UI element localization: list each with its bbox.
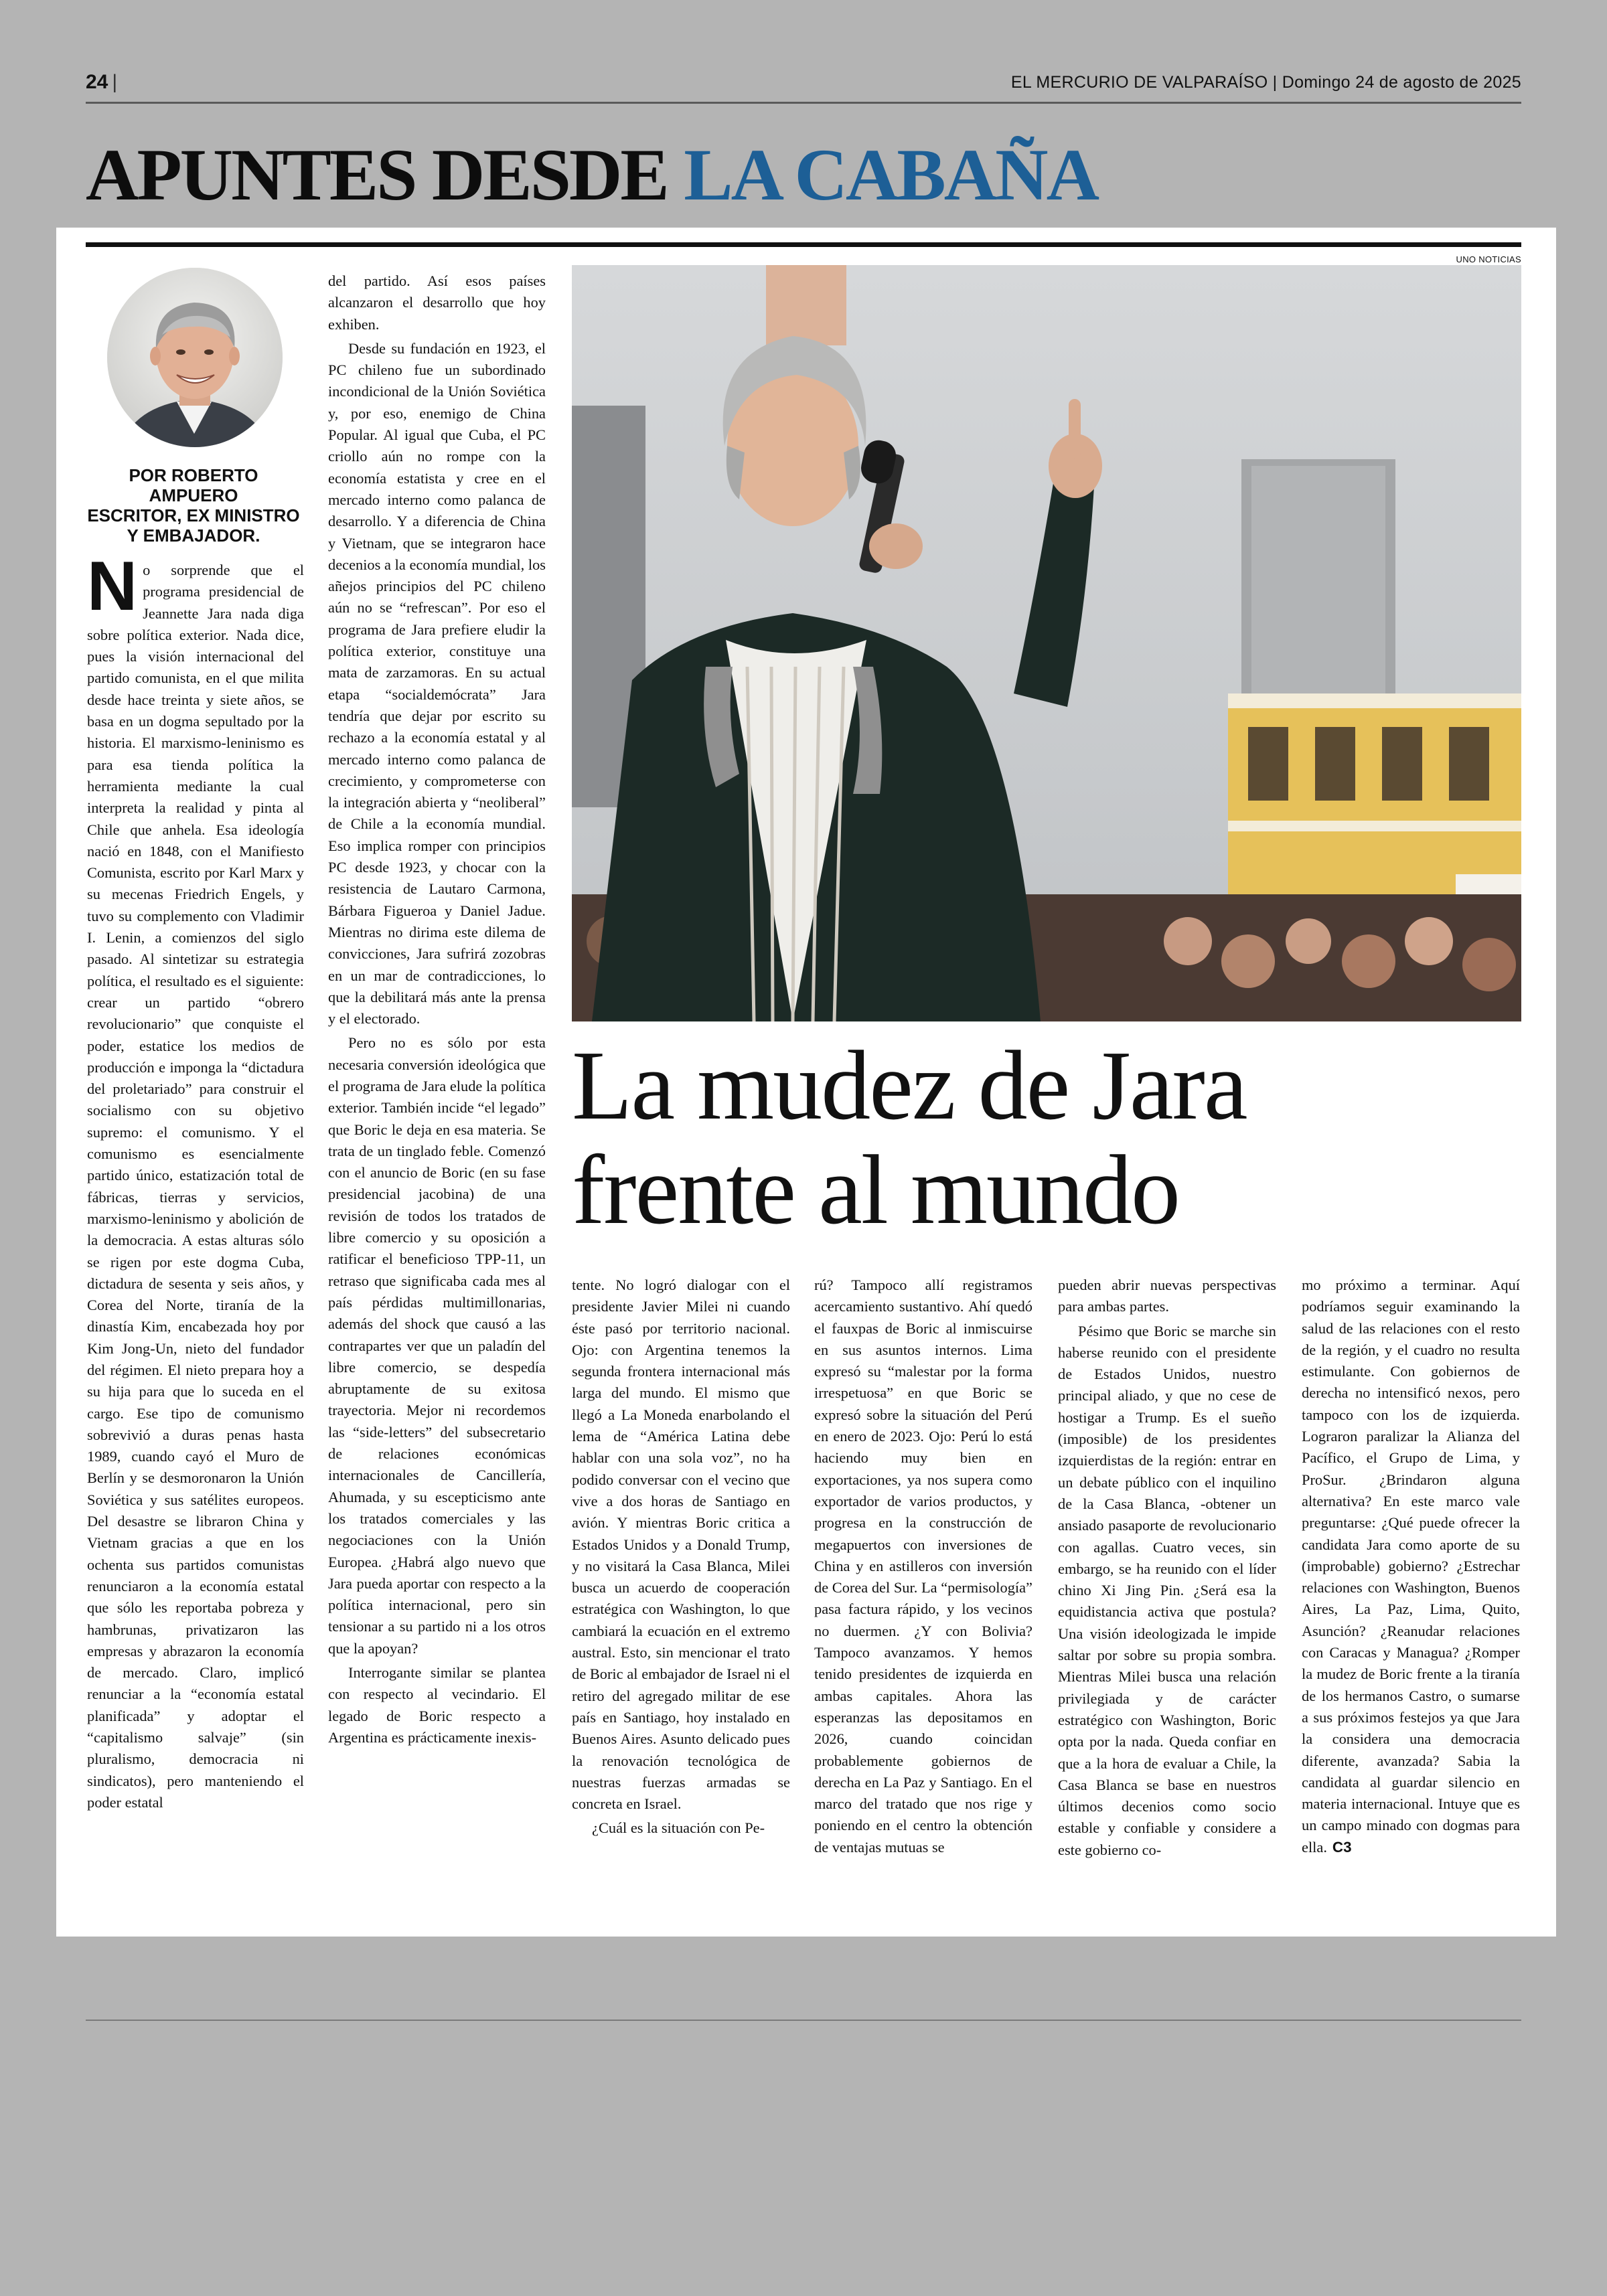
- article-column-5: [1058, 1275, 1276, 1861]
- article-paragraph: pueden abrir nuevas perspectivas para ambas partes.: [1058, 1277, 1276, 1315]
- article-top-rule: [86, 242, 1521, 247]
- article-paragraph: tente. No logró dialogar con el presidente Javier Milei ni cuando éste pasó por territorio nacional. Ojo: con Argentina tenemos la segunda frontera internacional más larga del mundo. El mismo que llegó a La Moneda enarbolando el lema de “América Latina debe hablar con una sola voz”, no ha podido conversar con el vecino que vive a dos horas de Santiago en avión. Y mientras Boric critica a Estados Unidos y a Donald Trump, y no visitará la Casa Blanca, Milei busca un acuerdo de cooperación estratégica con Washington, lo que cambiará la ecuación en el extremo austral. Esto, sin mencionar el trato de Boric al embajador de Israel ni el retiro del agregado militar de ese país en Santiago, hoy instalado en Buenos Aires. Asunto delicado pues la renovación tecnológica de nuestras fuerzas armadas se concreta en Israel.: [572, 1277, 790, 1813]
- photo-credit: UNO NOTICIAS: [1456, 254, 1521, 264]
- article-sheet: [56, 228, 1556, 1937]
- article-headline: La mudez de Jara frente al mundo: [572, 1031, 1247, 1245]
- article-column-6: [1302, 1275, 1520, 1858]
- article-paragraph: Pero no es sólo por esta necesaria conversión ideológica que el programa de Jara elude la política exterior. También incide “el legado” que Boric le deja en esa materia. Se trata de un tinglado feble. Comenzó con el anuncio de Boric (en su fase presidencial jacobina) de una revisión de todos los tratados de libre comercio y su oposición a ratificar el beneficioso TPP-11, un retraso que significaba cada mes al país pérdidas multimillonarias, además del shock que causó a las contrapartes ver que un paladín del libre comercio, se despedía abruptamente de su exitosa trayectoria. Mejor ni recordemos las “side-letters” del subsecretario de relaciones económicas internacionales de Cancillería, Ahumada, y su escepticismo ante los tratados comerciales y las negociaciones con la Unión Europea. ¿Habrá algo nuevo que Jara pueda aportar con respecto a la política internacional, pero sin tensionar a su partido ni a los otros que la apoyan?: [328, 1034, 546, 1657]
- article-column-4: [814, 1275, 1032, 1858]
- section-title: [86, 131, 1521, 218]
- author-byline: POR ROBERTO AMPUERO ESCRITOR, EX MINISTRO Y EMBAJADOR.: [87, 465, 300, 546]
- article-paragraph: Pésimo que Boric se marche sin haberse reunido con el presidente de Estados Unidos, nuestro principal aliado, y que no cese de hostigar a Trump. Es el sueño (imposible) de los presidentes izquierdistas de la región: entrar en un debate público con el inquilino de la Casa Blanca, -obtener un ansiado pasaporte de revolucionario con agallas. Cuatro veces, sin embargo, se ha reunido con el líder chino Xi Jing Pin. ¿Será esa la equidistancia activa que postula? Una visión ideologizada le impide saltar por sobre su propia sombra. Mientras Milei busca una relación privilegiada y de carácter estratégico con Washington, Boric opta por la nada. Queda confiar en que a la hora de evaluar a Chile, la Casa Blanca se base en nuestros últimos decenios como socio estable y confiable y considere a este gobierno co-: [1058, 1322, 1276, 1858]
- article-paragraph: ¿Cuál es la situación con Pe-: [592, 1819, 765, 1837]
- lead-photo: [572, 265, 1521, 1021]
- section-title-blue: LA CABAÑA: [684, 134, 1098, 216]
- article-paragraph: del partido. Así esos países alcanzaron el desarrollo que hoy exhiben.: [328, 272, 546, 333]
- article-paragraph: Interrogante similar se plantea con respecto al vecindario. El legado de Boric respecto a Argentina es prácticamente inexis-: [328, 1664, 546, 1746]
- author-portrait: [107, 268, 283, 447]
- header-rule: [86, 102, 1521, 104]
- article-paragraph: Desde su fundación en 1923, el PC chileno fue un subordinado incondicional de la Unión Soviética y, por eso, enemigo de China Popular. Al igual que Cuba, el PC criollo aún no rompe con la economía estatista y cree en el mercado interno como palanca de desarrollo. Y a diferencia de China y Vietnam, que se integraron hace decenios a la economía mundial, los añejos principios del PC chileno aún no se “refrescan”. Por eso el programa de Jara prefiere eludir la política exterior, constituye una mata de zarzamoras. En su actual etapa “socialdemócrata” Jara tendría que dejar por escrito su rechazo a la economía estatal y al mercado interno como palanca de crecimiento, y comprometerse con la integración abierta y “neoliberal” de Chile a la economía mundial. Eso implica romper con principios PC desde 1923, y chocar con la resistencia de Lautaro Carmona, Bárbara Figueroa y Daniel Jadue. Mientras no dirima este dilema de convicciones, Jara sufrirá zozobras en un mar de contradicciones, lo que la debilitará más ante la prensa y el electorado.: [328, 339, 546, 1028]
- article-paragraph: No sorprende que el programa presidencial de Jeannette Jara nada diga sobre política exterior. Nada dice, pues la visión internacional del partido comunista, en el que milita desde hace treinta y siete años, se basa en un dogma sepultado por la historia. El marxismo-leninismo es para esa tienda política la herramienta mediante la cual interpreta la realidad y pinta al Chile que anhela. Esa ideología nació en 1848, con el Manifiesto Comunista, escrito por Karl Marx y su mecenas Friedrich Engels, y tuvo su complemento con Vladimir I. Lenin, a comienzos del siglo pasado. Al sintetizar su estrategia política, el resultado es el siguiente: crear un partido “obrero revolucionario” que conquiste el poder, estatice los medios de producción e imponga la “dictadura del proletariado” para construir el socialismo con su objetivo supremo: el comunismo. Y el comunismo es esencialmente partido único, estatización total de fábricas, tierras y servicios, marxismo-leninismo y abolición de la democracia. A estas alturas sólo se rigen por este dogma Cuba, dictadura de sesenta y seis años, y Corea del Norte, tiranía de la dinastía Kim, encabezada hoy por Kim Jong-Un, nieto del fundador del régimen. El nieto prepara hoy a su hija para que lo suceda en el cargo. Ese tipo de comunismo sobrevivió a duras penas hasta 1989, cuando cayó el Muro de Berlín y se desmoronaron la Unión Soviética y sus satélites europeos. Del desastre se libraron China y Vietnam gracias a que en los ochenta sus partidos comunistas renunciaron a la economía estatal que sólo les reportaba pobreza y hambrunas, privatizaron las empresas y abrazaron la economía de mercado. Claro, implicó renunciar a la “economía estatal planificada” y adoptar el “capitalismo salvaje” (sin pluralismo, democracia ni sindicatos), pero manteniendo el poder estatal: [87, 548, 304, 1811]
- page-number: 24 |: [86, 71, 118, 93]
- article-column-1: [87, 548, 304, 1813]
- drop-cap: N: [87, 548, 138, 625]
- folio-bar: [86, 64, 1521, 100]
- footer-rule: [86, 2020, 1521, 2021]
- article-paragraph: rú? Tampoco allí registramos acercamiento sustantivo. Ahí quedó el fauxpas de Boric al inmiscuirse en sus asuntos internos. Lima expresó su “malestar por la forma irrespetuosa” en que Boric se expresó sobre la situación del Perú en enero de 2023. Ojo: Perú lo está haciendo muy bien en exportaciones, ya nos supera como exportador de varios productos, y progresa en la construcción de megapuertos con inversiones de China y en astilleros con inversión de Corea del Sur. La “permisología” pasa factura rápido, y los vecinos no duermen. ¿Y con Bolivia? Tampoco avanzamos. Y hemos tenido presidentes de izquierda en ambas capitales. Ahora las esperanzas las depositamos en 2026, cuando coincidan probablemente gobiernos de derecha en La Paz y Santiago. En el marco del tratado que nos rige y poniendo en el centro la obtención de ventajas mutuas se: [814, 1277, 1032, 1856]
- section-title-dark: APUNTES DESDE: [86, 134, 668, 216]
- article-paragraph: mo próximo a terminar. Aquí podríamos seguir examinando la salud de las relaciones con el resto de la región, y el cuadro no resulta estimulante. Con gobiernos de derecha no intensificó nexos, pero tampoco con los de izquierda. Lograron paralizar la Alianza del Pacífico, el Grupo de Lima, y ProSur. ¿Brindaron alguna alternativa? En este marco vale preguntarse: ¿Qué puede ofrecer la candidata Jara como aporte de su (improbable) gobierno? ¿Estrechar relaciones con Washington, Buenos Aires, La Paz, Lima, Quito, Asunción? ¿Reanudar relaciones con Caracas y Managua? ¿Romper la mudez de Boric frente a la tiranía de los hermanos Castro, o sumarse a sus próximos festejos ya que Jara la considera una democracia diferente, avanzada? Sabia la candidata al guardar silencio en materia internacional. Intuye que es un campo minado con dogmas para ella. C3: [1302, 1277, 1520, 1856]
- end-mark: C3: [1332, 1838, 1352, 1856]
- article-column-2: [328, 270, 546, 1748]
- newspaper-date-line: EL MERCURIO DE VALPARAÍSO | Domingo 24 de agosto de 2025: [1010, 72, 1521, 92]
- article-column-3: [572, 1275, 790, 1839]
